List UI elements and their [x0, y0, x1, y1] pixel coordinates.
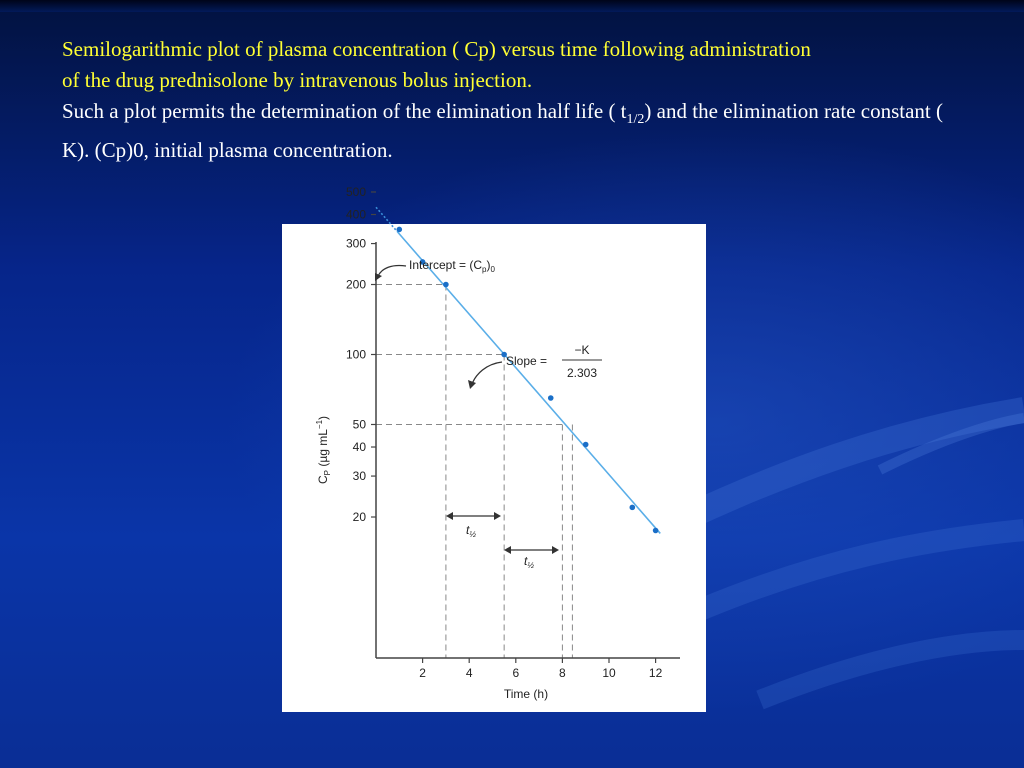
figure-panel: [282, 184, 706, 712]
x-tick-label: 12: [648, 666, 663, 680]
x-tick-label: 4: [465, 666, 473, 680]
data-point: [548, 395, 554, 401]
data-point: [653, 528, 659, 534]
x-tick-label: 10: [602, 666, 616, 680]
fit-line-solid: [397, 231, 660, 533]
caption-body-pre: Such a plot permits the determination of the elimination half life ( t: [62, 99, 627, 123]
y-tick-label: 30: [352, 469, 366, 484]
y-tick-label: 500: [345, 184, 366, 199]
y-tick-label: 40: [352, 440, 366, 455]
y-ticks: [346, 185, 376, 524]
caption-body-sub: 1/2: [626, 112, 645, 128]
semilog-chart: [282, 184, 706, 712]
x-tick-label: 6: [512, 666, 520, 680]
y-axis-label-close: ): [316, 415, 330, 420]
caption-body-post: ) and the elimination rate constant ( K). (Cp)0, initial plasma concentration.: [62, 99, 943, 163]
caption-title-line2: of the drug prednisolone by intravenous bolus injection.: [62, 68, 533, 92]
data-point: [443, 282, 449, 288]
guide-lines: [376, 285, 572, 658]
y-tick-label: 400: [345, 207, 366, 222]
y-tick-label: 50: [352, 417, 366, 432]
y-axis-label-c: C: [316, 475, 330, 485]
intercept-label: [409, 258, 495, 274]
y-tick-label: 20: [352, 510, 366, 525]
y-tick-label: 300: [345, 236, 366, 251]
slope-numerator: −K: [574, 343, 590, 357]
half-life-t-2: t: [524, 554, 528, 568]
axes: [376, 242, 680, 658]
caption-body: [62, 96, 972, 166]
slope-arrow: [472, 362, 502, 384]
intercept-sub: p: [482, 265, 487, 274]
caption-title: [62, 34, 972, 96]
slope-arrowhead: [468, 380, 476, 389]
half-life-arrow-1: [446, 512, 501, 520]
intercept-arrow: [378, 265, 406, 276]
half-life-label-1: [466, 523, 476, 539]
half-life-label-2: [524, 554, 534, 570]
half-life-arrow-2: [504, 546, 559, 554]
half-life-sub-1: ½: [469, 530, 477, 539]
intercept-prefix: Intercept = (C: [409, 258, 483, 272]
slide-caption: [62, 34, 972, 166]
y-axis-label-unit: (µg mL: [316, 429, 330, 471]
intercept-sub2: 0: [490, 265, 495, 274]
x-axis-label: Time (h): [503, 687, 549, 701]
y-axis-label-sub: P: [323, 470, 332, 476]
data-point: [583, 442, 589, 448]
y-tick-label: 100: [345, 347, 366, 362]
data-point: [630, 505, 636, 511]
x-tick-label: 8: [559, 666, 566, 680]
half-life-t-1: t: [466, 523, 470, 537]
x-tick-label: 2: [419, 666, 426, 680]
y-axis-label: [315, 416, 332, 484]
fit-line: [376, 207, 660, 533]
y-tick-label: 200: [345, 277, 366, 292]
intercept-suffix: ): [486, 258, 491, 272]
y-axis-label-sup: −1: [315, 419, 324, 430]
x-ticks: [419, 658, 662, 680]
slope-denominator: 2.303: [566, 366, 598, 380]
caption-title-line1: Semilogarithmic plot of plasma concentration ( Cp) versus time following administration: [62, 37, 811, 61]
slope-label: Slope =: [506, 354, 548, 368]
half-life-sub-2: ½: [527, 561, 535, 570]
data-point: [397, 227, 403, 233]
